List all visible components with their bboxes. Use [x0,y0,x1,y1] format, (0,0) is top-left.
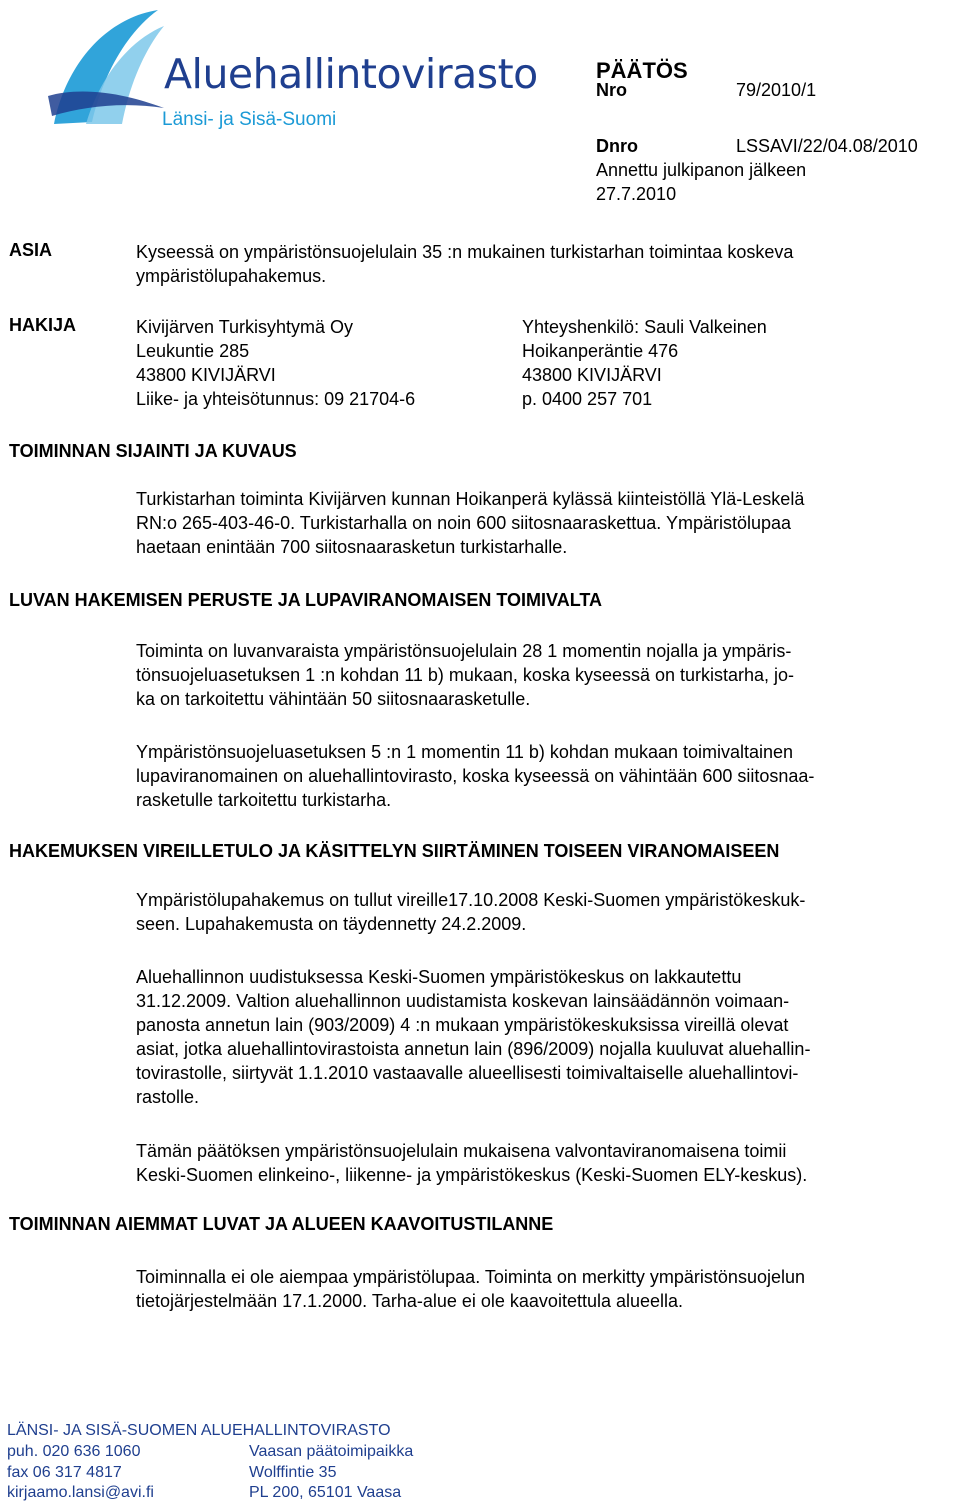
asia-line: Kyseessä on ympäristönsuojelulain 35 :n mukainen turkistarhan toimintaa koskeva [136,242,794,262]
section-heading-peruste: LUVAN HAKEMISEN PERUSTE JA LUPAVIRANOMAISEN TOIMIVALTA [9,590,603,610]
vireilletulo-paragraph-3 [136,1139,956,1187]
peruste-paragraph-2 [136,740,956,812]
asia-text [136,240,956,288]
paragraph-line: Turkistarhan toiminta Kivijärven kunnan Hoikanperä kylässä kiinteistöllä Ylä-Leskelä [136,489,805,509]
paragraph-line: ka on tarkoitettu vähintään 50 siitosnaarasketulle. [136,689,531,709]
aiemmat-paragraph [136,1265,956,1313]
applicant-line: 43800 KIVIJÄRVI [136,365,276,385]
footer-street: Wolffintie 35 [249,1463,337,1481]
agency-logo [46,4,538,144]
sijainti-paragraph [136,487,956,559]
contact-line: p. 0400 257 701 [522,389,653,409]
footer-postal: PL 200, 65101 Vaasa [249,1484,402,1501]
contact-line: Hoikanperäntie 476 [522,341,679,361]
applicant-line: Leukuntie 285 [136,341,250,361]
contact-person [522,315,767,411]
footer-office: Vaasan päätoimipaikka [249,1443,414,1460]
footer-org: LÄNSI- JA SISÄ-SUOMEN ALUEHALLINTOVIRASTO [7,1422,391,1439]
footer-contact [7,1442,154,1504]
asia-label: ASIA [9,240,53,260]
section-heading-sijainti: TOIMINNAN SIJAINTI JA KUVAUS [9,441,297,461]
paragraph-line: lupaviranomainen on aluehallintovirasto, koska kyseessä on vähintään 600 siitosnaa- [136,766,815,786]
paragraph-line: Keski-Suomen elinkeino-, liikenne- ja ympäristökeskus (Keski-Suomen ELY-keskus). [136,1165,808,1185]
paragraph-line: asiat, jotka aluehallintovirastoista annetun lain (896/2009) nojalla kuuluvat aluehallin- [136,1039,811,1059]
issued-date: 27.7.2010 [596,184,677,204]
paragraph-line: Ympäristönsuojeluasetuksen 5 :n 1 momentin 11 b) kohdan mukaan toimivaltainen [136,742,794,762]
paragraph-line: RN:o 265-403-46-0. Turkistarhalla on noin 600 siitosnaaraskettua. Ympäristölupaa [136,513,792,533]
paragraph-line: tönsuojeluasetuksen 1 :n kohdan 11 b) mukaan, koska kyseessä on turkistarha, jo- [136,665,795,685]
footer-fax: fax 06 317 4817 [7,1463,122,1481]
paragraph-line: seen. Lupahakemusta on täydennetty 24.2.2009. [136,914,527,934]
paragraph-line: rasketulle tarkoitettu turkistarha. [136,790,392,810]
dnro-label: Dnro [596,136,638,156]
vireilletulo-paragraph-1 [136,888,956,936]
paragraph-line: 31.12.2009. Valtion aluehallinnon uudistamista koskevan lainsäädännön voimaan- [136,991,790,1011]
vireilletulo-paragraph-2 [136,965,956,1109]
contact-line: Yhteyshenkilö: Sauli Valkeinen [522,317,767,337]
peruste-paragraph-1 [136,639,956,711]
paragraph-line: Aluehallinnon uudistuksessa Keski-Suomen ympäristökeskus on lakkautettu [136,967,742,987]
paragraph-line: tovirastolle, siirtyvät 1.1.2010 vastaavalle alueellisesti toimivaltaiselle aluehallintovi- [136,1063,799,1083]
asia-line: ympäristölupahakemus. [136,266,327,286]
dnro-value: LSSAVI/22/04.08/2010 [736,136,918,156]
logo-region: Länsi- ja Sisä-Suomi [162,109,337,130]
issued-label: Annettu julkipanon jälkeen [596,160,807,180]
applicant-line: Liike- ja yhteisötunnus: 09 21704-6 [136,389,416,409]
document-type: PÄÄTÖS [596,58,688,83]
footer-email: kirjaamo.lansi@avi.fi [7,1484,154,1501]
paragraph-line: haetaan enintään 700 siitosnaarasketun turkistarhalle. [136,537,568,557]
nro-label: Nro [596,80,627,100]
footer-address [249,1442,413,1504]
section-heading-vireilletulo: HAKEMUKSEN VIREILLETULO JA KÄSITTELYN SIIRTÄMINEN TOISEEN VIRANOMAISEEN [9,841,780,861]
paragraph-line: tietojärjestelmään 17.1.2000. Tarha-alue ei ole kaavoitettula alueella. [136,1291,684,1311]
applicant-address [136,315,415,411]
nro-value: 79/2010/1 [736,80,817,100]
logo-wordmark: Aluehallintovirasto [164,50,538,98]
paragraph-line: Toiminta on luvanvaraista ympäristönsuojelulain 28 1 momentin nojalla ja ympäris- [136,641,792,661]
paragraph-line: Toiminnalla ei ole aiempaa ympäristölupaa. Toiminta on merkitty ympäristönsuojelun [136,1267,805,1287]
logo-swoosh-icon [46,4,176,134]
paragraph-line: rastolle. [136,1087,200,1107]
contact-line: 43800 KIVIJÄRVI [522,365,662,385]
hakija-label: HAKIJA [9,315,77,335]
footer-phone: puh. 020 636 1060 [7,1443,141,1460]
applicant-line: Kivijärven Turkisyhtymä Oy [136,317,354,337]
paragraph-line: Ympäristölupahakemus on tullut vireille17.10.2008 Keski-Suomen ympäristökeskuk- [136,890,806,910]
paragraph-line: Tämän päätöksen ympäristönsuojelulain mukaisena valvontaviranomaisena toimii [136,1141,787,1161]
section-heading-aiemmat: TOIMINNAN AIEMMAT LUVAT JA ALUEEN KAAVOITUSTILANNE [9,1214,554,1234]
paragraph-line: panosta annetun lain (903/2009) 4 :n mukaan ympäristökeskuksissa vireillä olevat [136,1015,789,1035]
